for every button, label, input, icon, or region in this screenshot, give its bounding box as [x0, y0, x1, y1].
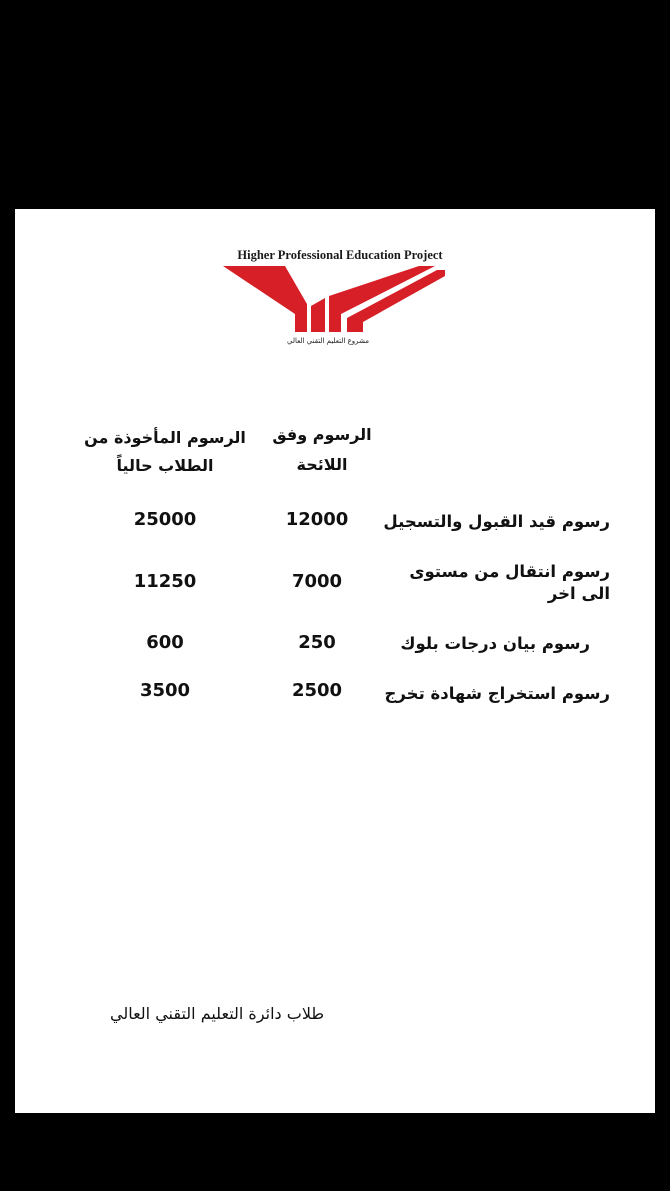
row-label: رسوم بيان درجات بلوك — [400, 634, 590, 653]
header-regulation-fees: الرسوم وفق اللائحة — [272, 425, 372, 474]
footer-signature: طلاب دائرة التعليم التقني العالي — [110, 1004, 325, 1023]
logo-english-title: Higher Professional Education Project — [237, 248, 443, 262]
logo-arabic-caption: مشروع التعليم التقني العالي — [287, 337, 369, 345]
logo-emblem-icon — [223, 266, 445, 336]
document-page — [15, 209, 655, 1113]
project-logo — [15, 209, 655, 359]
row-current-value: 3500 — [139, 680, 191, 701]
row-label: رسوم قيد القبول والتسجيل — [383, 512, 610, 531]
row-label: رسوم انتقال من مستوى الى اخر — [409, 562, 610, 603]
row-regulation-value: 250 — [298, 632, 336, 653]
row-regulation-value: 7000 — [291, 571, 343, 592]
row-current-value: 11250 — [133, 571, 197, 592]
row-current-value: 25000 — [133, 509, 197, 530]
row-regulation-value: 12000 — [285, 509, 349, 530]
row-label: رسوم استخراج شهادة تخرج — [384, 684, 610, 703]
header-current-fees: الرسوم المأخوذة من الطلاب حالياً — [84, 428, 246, 475]
row-regulation-value: 2500 — [291, 680, 343, 701]
row-current-value: 600 — [146, 632, 184, 653]
